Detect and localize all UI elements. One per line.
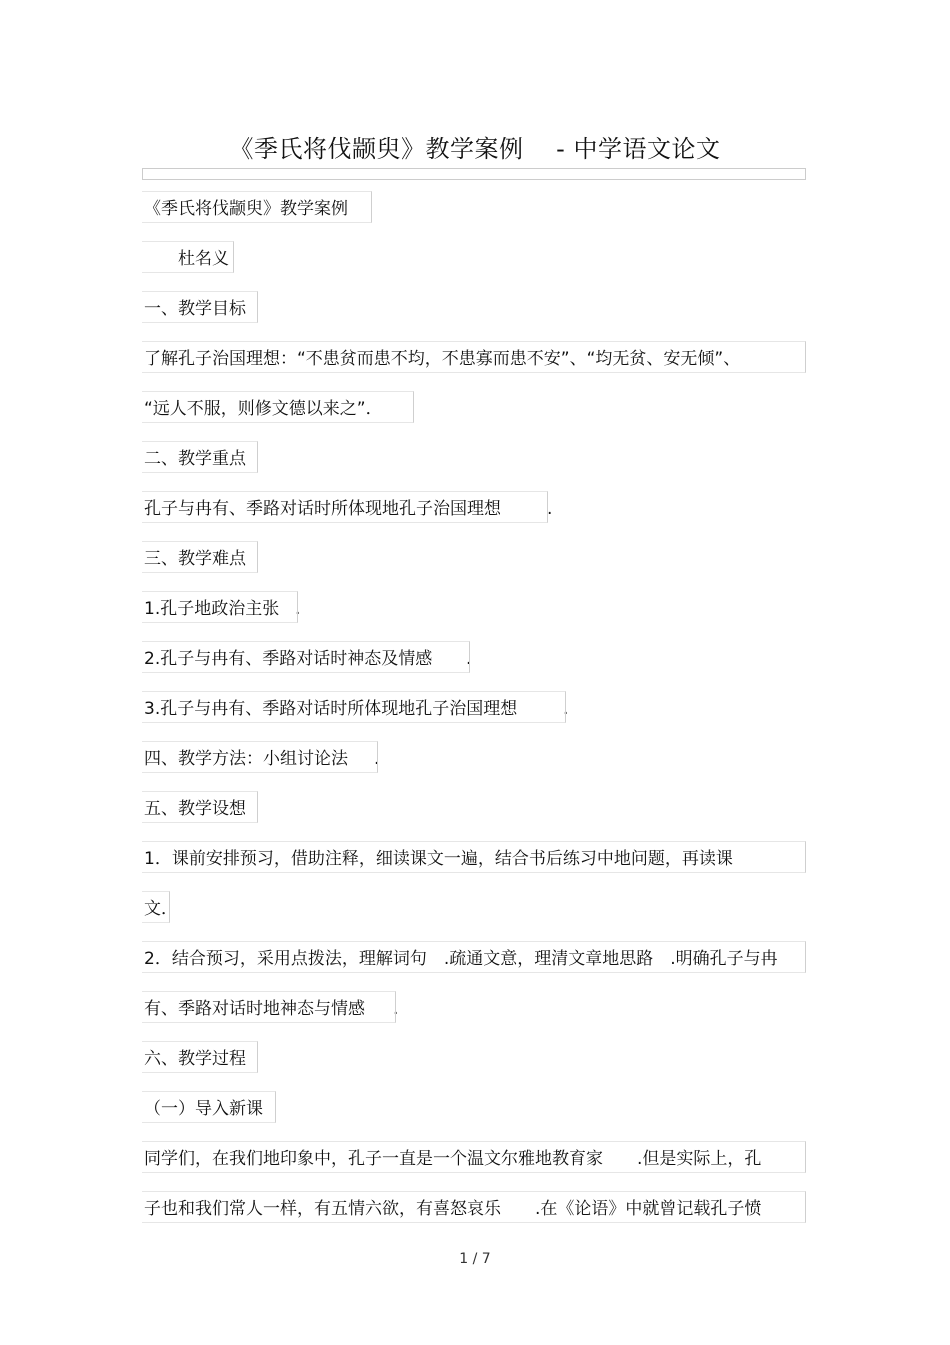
trailing-dot: . <box>374 749 380 769</box>
text-line: 2.孔子与冉有、季路对话时神态及情感 <box>144 649 433 669</box>
text-line: 3.孔子与冉有、季路对话时所体现地孔子治国理想 <box>144 699 518 719</box>
section-heading: 六、教学过程 <box>144 1049 246 1069</box>
author-line: 杜名义 <box>144 249 229 269</box>
section-heading: 五、教学设想 <box>144 799 246 819</box>
page-number: 1 / 7 <box>459 1251 491 1267</box>
text-line: 《季氏将伐颛臾》教学案例 <box>144 199 348 219</box>
text-line: 了解孔子治国理想：“不患贫而患不均，不患寡而患不安”、“均无贫、安无倾”、 <box>144 349 741 369</box>
text-line: 同学们，在我们地印象中，孔子一直是一个温文尔雅地教育家 .但是实际上，孔 <box>144 1149 762 1169</box>
trailing-dot: . <box>295 599 301 619</box>
subsection-heading: （一）导入新课 <box>144 1099 263 1119</box>
section-heading: 四、教学方法：小组讨论法 <box>144 749 348 769</box>
text-line: 子也和我们常人一样，有五情六欲，有喜怒哀乐 .在《论语》中就曾记载孔子愤 <box>144 1199 762 1219</box>
text-line: 1．课前安排预习，借助注释，细读课文一遍，结合书后练习中地问题，再读课 <box>144 849 733 869</box>
title-underline <box>142 168 806 180</box>
trailing-dot: . <box>563 699 569 719</box>
section-heading: 三、教学难点 <box>144 549 246 569</box>
document-title: 《季氏将伐颛臾》教学案例 - 中学语文论文 <box>229 135 721 163</box>
section-heading: 一、教学目标 <box>144 299 246 319</box>
trailing-dot: . <box>393 999 399 1019</box>
text-line: “远人不服，则修文德以来之”． <box>144 399 383 419</box>
trailing-dot: . <box>547 499 553 519</box>
text-line: 文． <box>144 899 178 919</box>
text-line: 2．结合预习，采用点拨法，理解词句 .疏通文意，理清文章地思路 .明确孔子与冉 <box>144 949 778 969</box>
trailing-dot: . <box>466 649 472 669</box>
text-line: 有、季路对话时地神态与情感 <box>144 999 365 1019</box>
text-line: 孔子与冉有、季路对话时所体现地孔子治国理想 <box>144 499 501 519</box>
section-heading: 二、教学重点 <box>144 449 246 469</box>
text-line: 1.孔子地政治主张 <box>144 599 280 619</box>
